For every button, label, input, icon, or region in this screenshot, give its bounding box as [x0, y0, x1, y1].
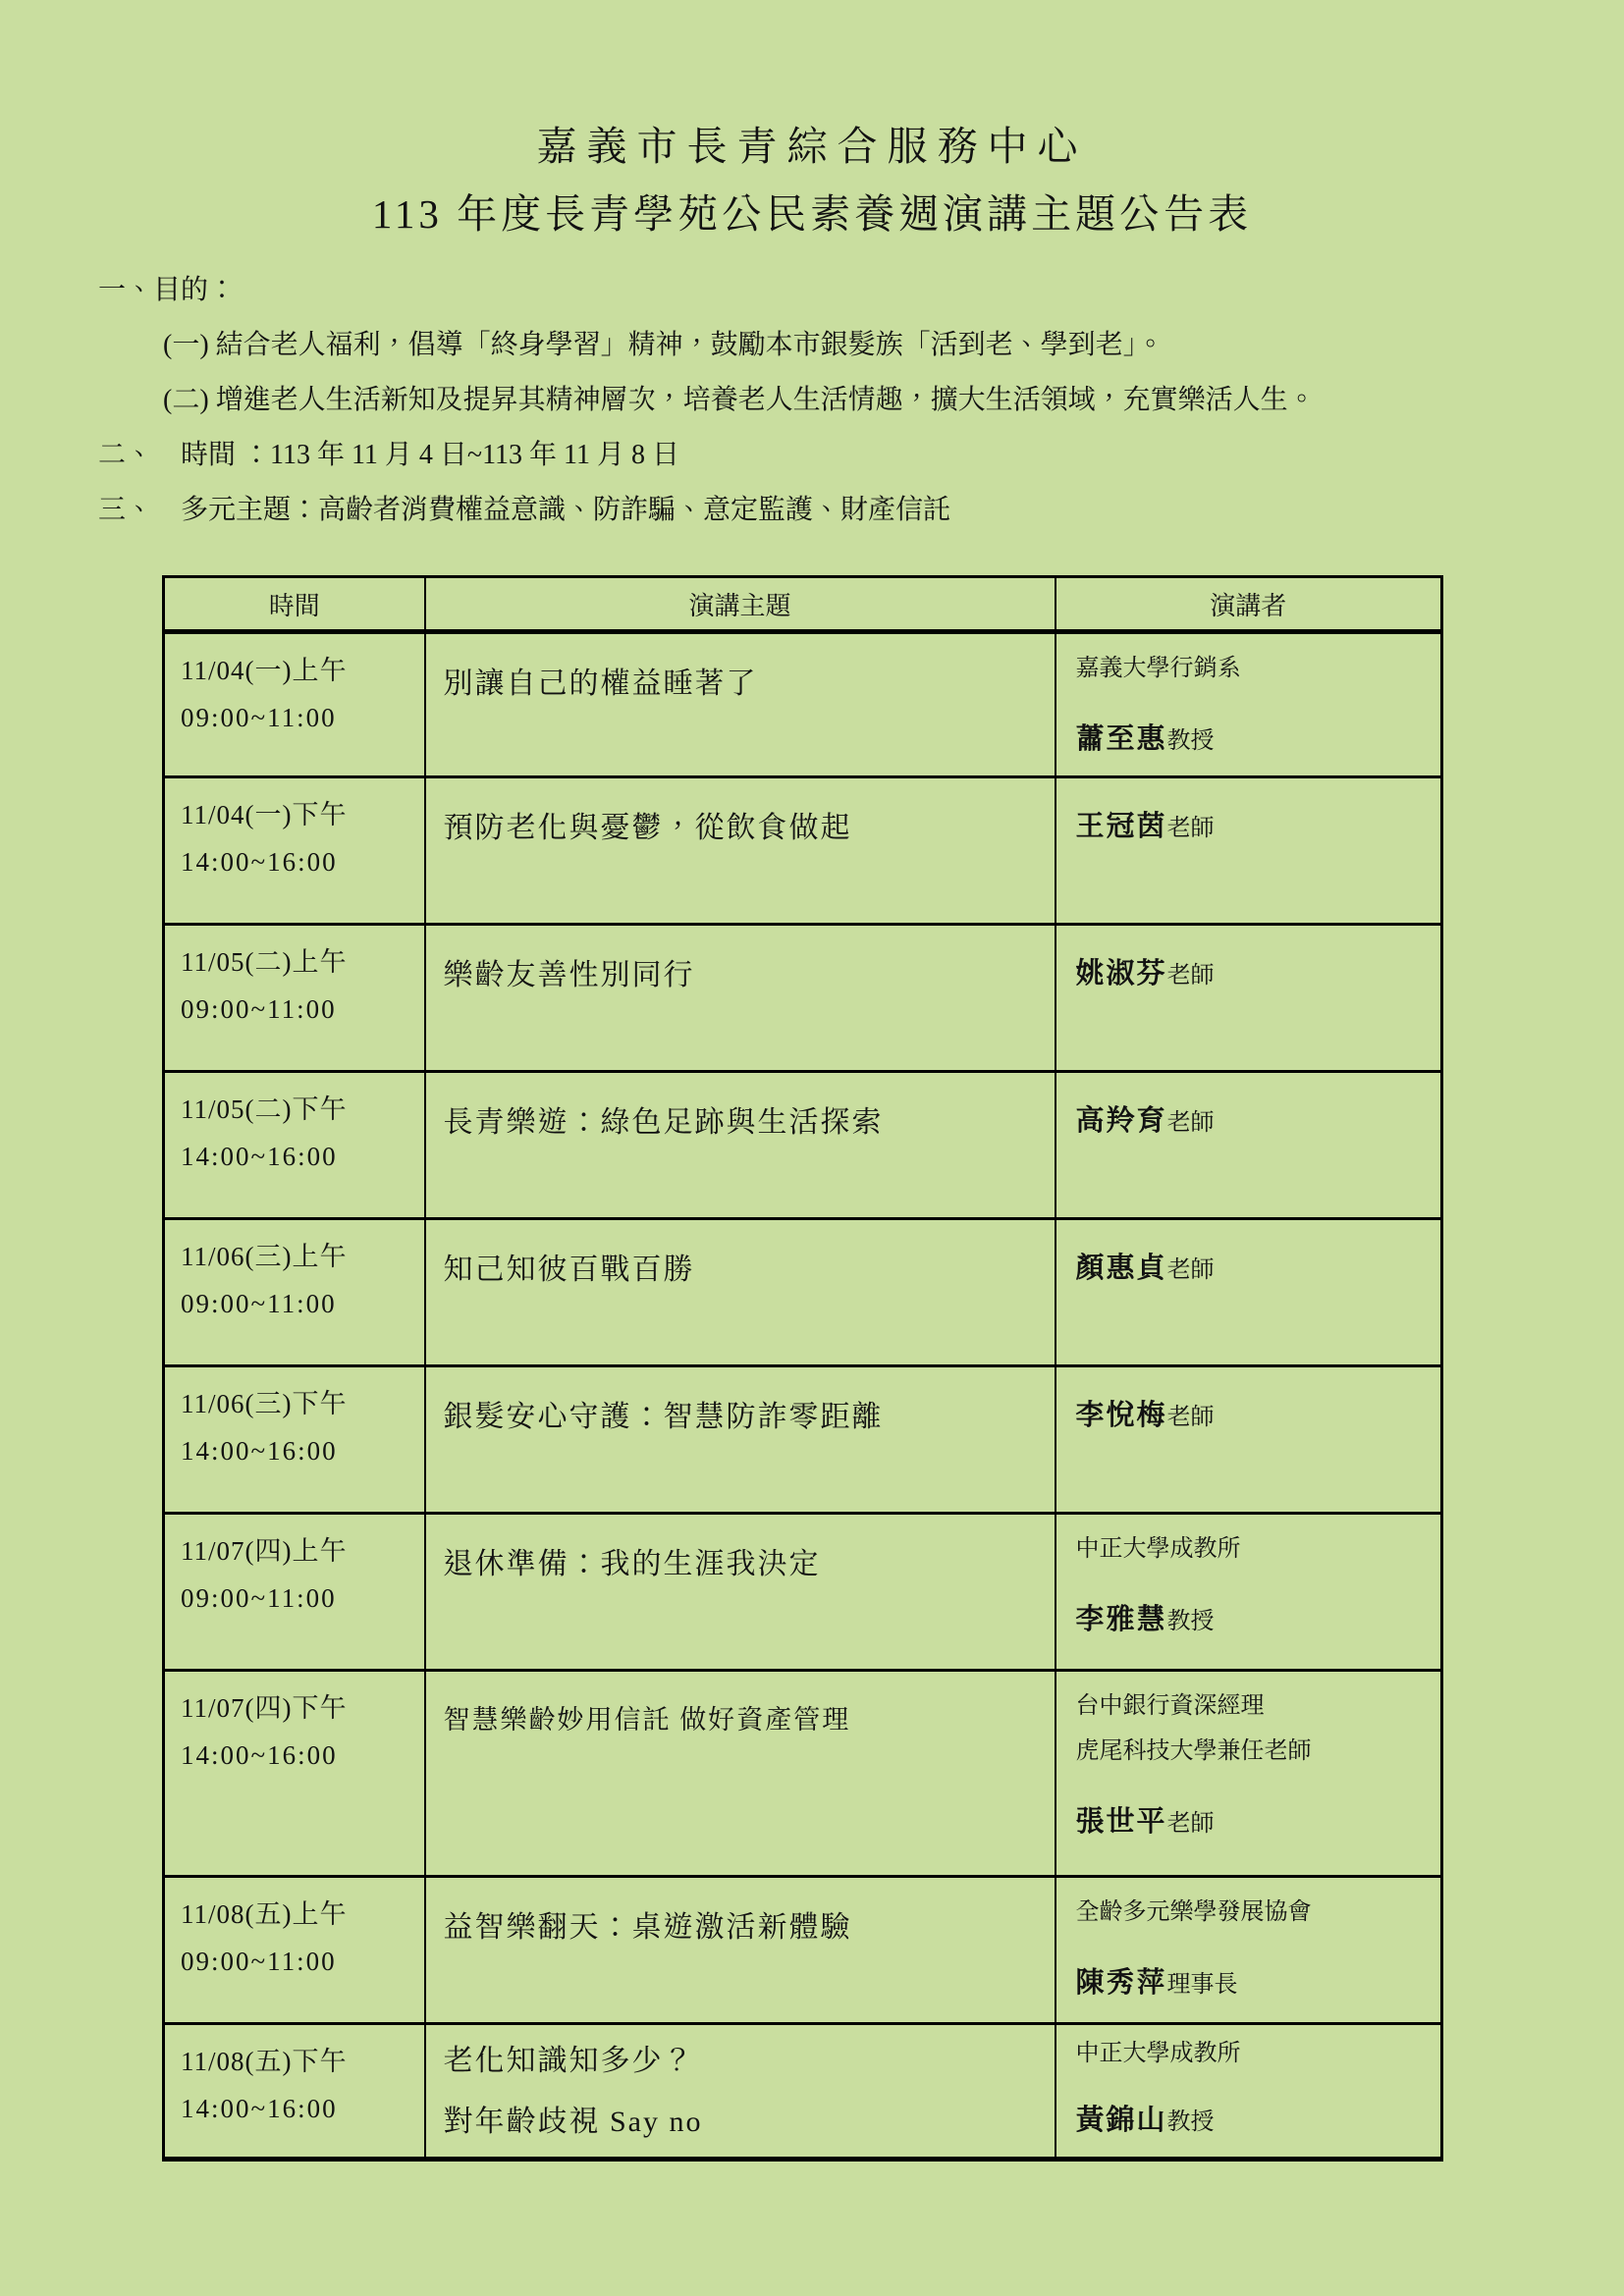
speaker-name-line — [1076, 2098, 1437, 2138]
topic-cell — [425, 777, 1056, 925]
time-range: 14:00~16:00 — [181, 1740, 338, 1770]
topic-line: 長青樂遊：綠色足跡與生活探索 — [443, 1106, 884, 1139]
time-cell — [164, 1514, 425, 1671]
speaker-name: 黃錦山 — [1075, 2105, 1167, 2136]
table-row — [164, 777, 1442, 925]
topic-line: 別讓自己的權益睡著了 — [443, 667, 758, 700]
speaker-name-line — [1076, 1246, 1437, 1286]
speaker-affiliations — [1076, 646, 1437, 691]
speaker-name: 顏惠貞 — [1075, 1253, 1167, 1284]
time-cell — [164, 1671, 425, 1877]
time-cell — [164, 1877, 425, 2024]
time-date: 11/08(五)下午 — [181, 2047, 348, 2076]
table-row — [164, 1671, 1442, 1877]
speaker-title: 教授 — [1166, 2109, 1215, 2135]
speaker-cell — [1056, 1671, 1442, 1877]
table-row — [164, 925, 1442, 1072]
time-range: 09:00~11:00 — [181, 1947, 337, 1976]
topic-line: 退休準備：我的生涯我決定 — [443, 1548, 821, 1580]
table-row — [164, 1366, 1442, 1514]
speaker-affiliations — [1076, 1890, 1437, 1935]
topic-line: 預防老化與憂鬱，從飲食做起 — [443, 812, 852, 844]
time-range: 09:00~11:00 — [181, 1289, 337, 1318]
time-cell — [164, 2024, 425, 2160]
schedule-table — [162, 575, 1443, 2162]
topic-cell — [425, 1219, 1056, 1366]
speaker-affiliation: 台中銀行資深經理 — [1075, 1693, 1265, 1719]
time-cell — [164, 1366, 425, 1514]
page-title: 嘉義市長青綜合服務中心 — [536, 124, 1088, 169]
speaker-cell — [1056, 632, 1442, 777]
theme-line: 三、 多元主題：高齡者消費權益意識、防詐騙、意定監護、財產信託 — [98, 495, 951, 525]
header-time: 時間 — [164, 577, 425, 632]
time-cell — [164, 777, 425, 925]
speaker-affiliation: 全齡多元樂學發展協會 — [1075, 1899, 1312, 1925]
table-row — [164, 632, 1442, 777]
speaker-affiliation: 中正大學成教所 — [1075, 2041, 1241, 2066]
topic-line: 知己知彼百戰百勝 — [443, 1254, 695, 1286]
speaker-name-line — [1076, 1098, 1437, 1139]
time-cell — [164, 925, 425, 1072]
topic-line: 銀髮安心守護：智慧防詐零距離 — [443, 1401, 884, 1433]
speaker-title: 教授 — [1166, 728, 1215, 754]
schedule-header — [164, 577, 1442, 632]
speaker-name-line — [1076, 1960, 1437, 2001]
speaker-name-line — [1076, 1799, 1437, 1840]
time-date: 11/07(四)上午 — [181, 1536, 348, 1566]
speaker-name: 李雅慧 — [1075, 1604, 1167, 1635]
speaker-title: 老師 — [1166, 1811, 1215, 1837]
table-row — [164, 1219, 1442, 1366]
speaker-cell — [1056, 1877, 1442, 2024]
speaker-name: 陳秀萍 — [1075, 1967, 1167, 1999]
topic-line: 智慧樂齡妙用信託 做好資產管理 — [443, 1705, 851, 1735]
schedule-body — [164, 632, 1442, 2160]
purpose-item-1: (一) 結合老人福利，倡導「終身學習」精神，鼓勵本市銀髮族「活到老、學到老」。 — [163, 330, 1164, 360]
time-range: 09:00~11:00 — [181, 703, 337, 732]
speaker-cell — [1056, 925, 1442, 1072]
speaker-affiliation: 嘉義大學行銷系 — [1075, 656, 1241, 681]
speaker-name: 李悅梅 — [1075, 1400, 1167, 1431]
topic-cell — [425, 1514, 1056, 1671]
speaker-name-line — [1076, 717, 1437, 757]
speaker-cell — [1056, 1072, 1442, 1219]
speaker-cell — [1056, 777, 1442, 925]
time-date: 11/06(三)下午 — [181, 1389, 348, 1418]
speaker-name-line — [1076, 951, 1437, 991]
speaker-name-line — [1076, 804, 1437, 844]
speaker-affiliation: 中正大學成教所 — [1075, 1536, 1241, 1562]
speaker-name: 高羚育 — [1075, 1105, 1167, 1137]
speaker-title: 老師 — [1166, 1405, 1215, 1430]
time-date: 11/07(四)下午 — [181, 1693, 348, 1723]
speaker-name: 蕭至惠 — [1075, 723, 1167, 755]
header-speaker: 演講者 — [1056, 577, 1442, 632]
topic-line: 益智樂翻天：桌遊激活新體驗 — [443, 1911, 852, 1944]
time-cell — [164, 1219, 425, 1366]
time-date: 11/04(一)下午 — [181, 800, 348, 829]
speaker-affiliations — [1076, 2031, 1437, 2076]
speaker-affiliations — [1076, 1683, 1437, 1774]
speaker-name: 張世平 — [1075, 1806, 1167, 1838]
page-subtitle: 113 年度長青學苑公民素養週演講主題公告表 — [371, 191, 1253, 237]
speaker-title: 老師 — [1166, 1257, 1215, 1283]
intro-section — [98, 263, 1624, 538]
speaker-affiliations — [1076, 1526, 1437, 1572]
purpose-item-2: (二) 增進老人生活新知及提昇其精神層次，培養老人生活情趣，擴大生活領域，充實樂活人生。 — [163, 385, 1316, 415]
time-date: 11/04(一)上午 — [181, 656, 348, 685]
table-row — [164, 1514, 1442, 1671]
speaker-title: 老師 — [1166, 1110, 1215, 1136]
topic-cell — [425, 925, 1056, 1072]
topic-line: 樂齡友善性別同行 — [443, 959, 695, 991]
topic-line: 對年齡歧視 Say no — [443, 2106, 703, 2138]
time-range: 09:00~11:00 — [181, 994, 337, 1024]
speaker-name: 姚淑芬 — [1075, 958, 1167, 989]
speaker-title: 理事長 — [1166, 1972, 1238, 1998]
topic-cell — [425, 2024, 1056, 2160]
speaker-cell — [1056, 2024, 1442, 2160]
topic-line: 老化知識知多少？ — [443, 2045, 695, 2077]
time-date: 11/08(五)上午 — [181, 1899, 348, 1929]
speaker-name-line — [1076, 1597, 1437, 1637]
topic-cell — [425, 1366, 1056, 1514]
speaker-title: 教授 — [1166, 1609, 1215, 1634]
speaker-title: 老師 — [1166, 963, 1215, 988]
topic-cell — [425, 632, 1056, 777]
time-range: 14:00~16:00 — [181, 847, 338, 877]
speaker-name-line — [1076, 1393, 1437, 1433]
time-date: 11/06(三)上午 — [181, 1242, 348, 1271]
purpose-label: 一、目的： — [98, 275, 237, 305]
time-line: 二、 時間 ：113 年 11 月 4 日~113 年 11 月 8 日 — [98, 440, 679, 470]
time-range: 14:00~16:00 — [181, 2094, 338, 2123]
header-topic: 演講主題 — [425, 577, 1056, 632]
time-range: 14:00~16:00 — [181, 1142, 338, 1171]
speaker-title: 老師 — [1166, 816, 1215, 841]
time-date: 11/05(二)上午 — [181, 947, 348, 977]
speaker-cell — [1056, 1514, 1442, 1671]
table-row — [164, 1877, 1442, 2024]
table-row — [164, 2024, 1442, 2160]
topic-cell — [425, 1072, 1056, 1219]
topic-cell — [425, 1671, 1056, 1877]
speaker-cell — [1056, 1366, 1442, 1514]
speaker-affiliation: 虎尾科技大學兼任老師 — [1075, 1738, 1312, 1764]
speaker-name: 王冠茵 — [1075, 811, 1167, 842]
table-row — [164, 1072, 1442, 1219]
speaker-cell — [1056, 1219, 1442, 1366]
time-range: 09:00~11:00 — [181, 1583, 337, 1613]
time-cell — [164, 1072, 425, 1219]
topic-cell — [425, 1877, 1056, 2024]
time-date: 11/05(二)下午 — [181, 1095, 348, 1124]
time-cell — [164, 632, 425, 777]
time-range: 14:00~16:00 — [181, 1436, 338, 1466]
